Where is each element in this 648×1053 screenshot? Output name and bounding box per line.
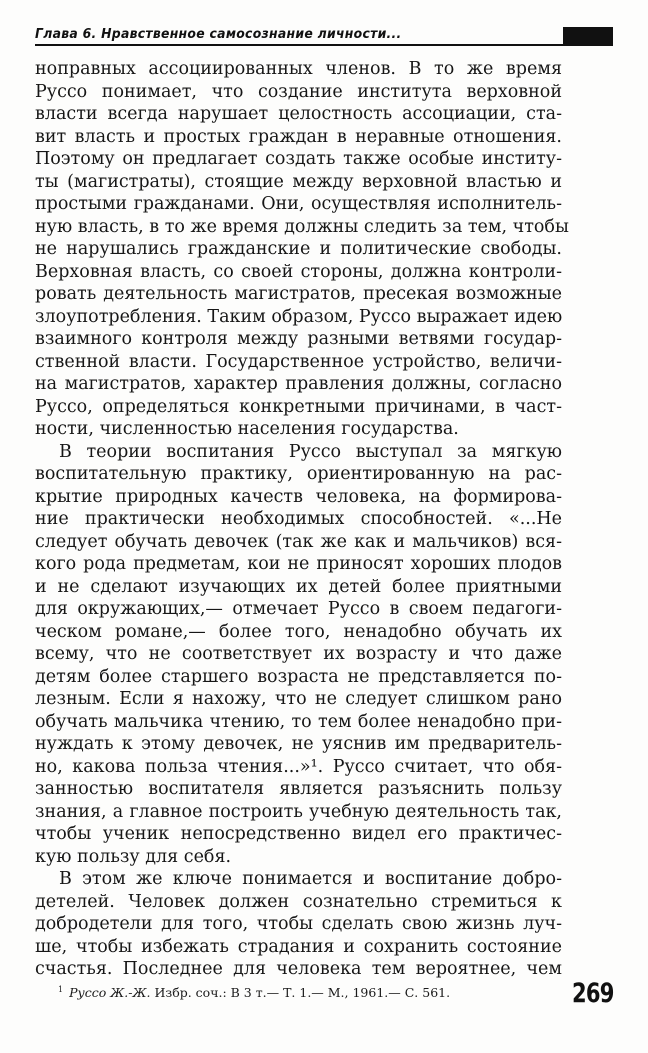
body-text — [35, 58, 569, 981]
text-line: и не сделают изучающих их детей более приятными — [35, 576, 562, 597]
text-line: детелей. Человек должен сознательно стремиться к — [35, 891, 562, 912]
text-line: ше, чтобы избежать страдания и сохранить состояние — [35, 936, 562, 957]
footnote-mark: 1 — [58, 985, 64, 994]
footnote — [58, 985, 548, 1000]
footnote-text: Избр. соч.: В 3 т.— Т. 1.— М., 1961.— С. 561. — [150, 985, 451, 1001]
text-line: счастья. Последнее для человека тем вероятнее, чем — [35, 959, 562, 979]
text-line: злоупотребления. Таким образом, Руссо выражает идею — [35, 306, 563, 327]
text-line: ности, численностью населения государства. — [35, 419, 459, 439]
text-line: ноправных ассоциированных членов. В то же время — [35, 59, 562, 79]
text-line: следует обучать девочек (так же как и мальчиков) вся- — [35, 531, 562, 552]
text-line: занностью воспитателя является разъяснить пользу — [35, 779, 562, 799]
text-line: Руссо, определяться конкретными причинами, в част- — [35, 396, 562, 417]
text-line: крытие природных качеств человека, на формирова- — [35, 486, 562, 507]
text-line: на магистратов, характер правления должны, согласно — [35, 374, 562, 394]
footnote-author: Руссо Ж.-Ж. — [69, 985, 151, 1001]
text-line: взаимного контроля между разными ветвями государ- — [35, 329, 562, 349]
text-line: Поэтому он предлагает создать также особые институ- — [35, 149, 562, 169]
text-line: добродетели для того, чтобы сделать свою жизнь луч- — [35, 914, 562, 934]
text-line: кую пользу для себя. — [35, 846, 232, 867]
text-line: лезным. Если я нахожу, что не следует слишком рано — [35, 689, 562, 709]
text-line: но, какова польза чтения...»¹. Руссо считает, что обя- — [35, 756, 562, 777]
text-line: воспитательную практику, ориентированную на рас- — [35, 464, 562, 484]
header-rule — [35, 44, 613, 46]
text-line: не нарушались гражданские и политические свободы. — [35, 239, 562, 259]
text-line: ческом романе,— более того, ненадобно обучать их — [35, 621, 562, 642]
text-line: В этом же ключе понимается и воспитание добро- — [59, 869, 562, 889]
text-line: Верховная власть, со своей стороны, должна контроли- — [35, 261, 562, 282]
text-line: нуждать к этому девочек, не уяснив им предваритель- — [35, 734, 562, 754]
text-line: В теории воспитания Руссо выступал за мягкую — [59, 441, 562, 462]
text-line: власти всегда нарушает целостность ассоциации, ста- — [35, 104, 562, 124]
text-line: для окружающих,— отмечает Руссо в своем педагоги- — [35, 599, 562, 619]
text-line: ты (магистраты), стоящие между верховной властью и — [35, 171, 562, 192]
text-line: всему, что не соответствует их возрасту и что даже — [35, 644, 562, 664]
text-line: ние практически необходимых способностей. «...Не — [35, 509, 562, 529]
text-line: детям более старшего возраста не представляется по- — [35, 666, 562, 687]
footnote-area — [58, 985, 548, 1000]
text-line: чтобы ученик непосредственно видел его практичес- — [35, 824, 562, 844]
chapter-title: Глава 6. Нравственное самосознание личности... — [35, 26, 402, 42]
text-line: ственной власти. Государственное устройство, величи- — [35, 351, 562, 372]
text-line: кого рода предметам, кои не приносят хороших плодов — [35, 554, 562, 574]
text-line: знания, а главное построить учебную деятельность так, — [35, 801, 562, 822]
text-line: ную власть, в то же время должны следить за тем, чтобы — [35, 216, 569, 237]
text-line: Руссо понимает, что создание института верховной — [35, 81, 562, 102]
header-black-block — [563, 27, 613, 46]
text-line: ровать деятельность магистратов, пресекая возможные — [35, 284, 562, 304]
text-line: простыми гражданами. Они, осуществляя исполнитель- — [35, 194, 562, 214]
text-line: обучать мальчика чтению, то тем более ненадобно при- — [35, 711, 562, 732]
running-header — [35, 24, 613, 50]
text-line: вит власть и простых граждан в неравные отношения. — [35, 126, 562, 147]
page-number: 269 — [572, 978, 614, 1009]
